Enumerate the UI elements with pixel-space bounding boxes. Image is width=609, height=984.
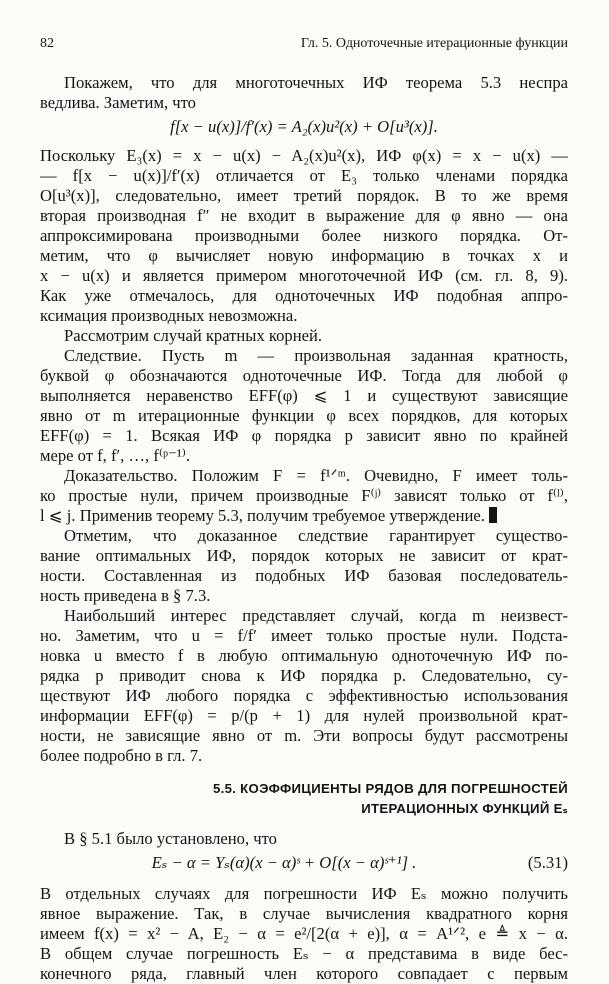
text-line: вторая производная f″ не входит в выражение для φ явно — она	[40, 206, 568, 225]
text-line: Наибольший интерес представляет случай, когда m неизвест-	[64, 606, 568, 625]
text-line: Как уже отмечалось, для одноточечных ИФ подобная аппро-	[40, 286, 568, 305]
text-line: ко простые нули, причем производные F⁽ʲ⁾ зависят только от f⁽ˡ⁾,	[40, 486, 568, 505]
section-heading-line: 5.5. КОЭФФИЦИЕНТЫ РЯДОВ ДЛЯ ПОГРЕШНОСТЕЙ	[213, 781, 568, 796]
text-line: более подробно в гл. 7.	[40, 746, 203, 765]
formula: f[x − u(x)]/f′(x) = A₂(x)u²(x) + O[u³(x)].	[170, 117, 438, 136]
text-line: ность приведена в § 7.3.	[40, 586, 211, 605]
text-line: Покажем, что для многоточечных ИФ теорема 5.3 неспра	[64, 73, 568, 92]
text-line: Отметим, что доказанное следствие гарантирует существо-	[64, 526, 568, 545]
equation-number: (5.31)	[527, 853, 568, 872]
formula: Eₛ − α = Yₛ(α)(x − α)ˢ + O[(x − α)ˢ⁺¹] .	[151, 853, 417, 872]
text-span: l ⩽ j. Применив теорему 5.3, получим требуемое утверждение.	[40, 506, 485, 525]
text-line: ности, не зависящие явно от m. Эти вопросы будут рассмотрены	[40, 726, 568, 745]
text-line: выполняется неравенство EFF(φ) ⩽ 1 и существуют зависящие	[40, 386, 568, 405]
page-number: 82	[40, 36, 54, 51]
text-line: рядка p приводит снова к ИФ порядка p. Следовательно, су-	[40, 666, 568, 685]
text-line: имеем f(x) = x² − A, E₂ − α = e²/[2(α + e)], α = A¹ᐟ², e ≜ x − α.	[40, 924, 568, 943]
text-line: метим, что φ вычисляет новую информацию в точках x и	[40, 246, 568, 265]
text-line: аппроксимирована производными более низкого порядка. От-	[40, 226, 568, 245]
text-line: новка u вместо f в любую оптимальную одноточечную ИФ по-	[40, 646, 568, 665]
text-line: O[u³(x)], следовательно, имеет третий порядок. В то же время	[40, 186, 568, 205]
text-line: явное выражение. Так, в случае вычисления квадратного корня	[40, 904, 568, 923]
text-line: EFF(φ) = 1. Всякая ИФ φ порядка p зависит явно по крайней	[40, 426, 568, 445]
text-line: Поскольку E₃(x) = x − u(x) − A₂(x)u²(x), ИФ φ(x) = x − u(x) —	[40, 146, 568, 165]
text-line: В отдельных случаях для погрешности ИФ Eₛ можно получить	[40, 884, 568, 903]
text-line	[40, 506, 568, 526]
text-line: но. Заметим, что u = f/f′ имеет только простые нули. Подста-	[40, 626, 568, 645]
end-of-proof-mark	[489, 507, 497, 523]
text-line: буквой φ обозначаются одноточечные ИФ. Тогда для любой φ	[40, 366, 568, 385]
text-line: x − u(x) и является примером многоточечной ИФ (см. гл. 8, 9).	[40, 266, 568, 285]
text-line: ведлива. Заметим, что	[40, 93, 196, 112]
text-line: информации EFF(φ) = p/(p + 1) для нулей произвольной крат-	[40, 706, 568, 725]
text-line: вание оптимальных ИФ, порядок которых не зависит от крат-	[40, 546, 568, 565]
text-line: мере от f, f′, …, f⁽ᵖ⁻¹⁾.	[40, 446, 191, 465]
text-line: ности. Составленная из подобных ИФ базовая последователь-	[40, 566, 568, 585]
text-line: Доказательство. Положим F = f¹ᐟᵐ. Очевидно, F имеет толь-	[64, 466, 568, 485]
running-header: Гл. 5. Одноточечные итерационные функции	[300, 36, 568, 51]
text-line: В § 5.1 было установлено, что	[64, 829, 277, 848]
text-line: Рассмотрим случай кратных корней.	[64, 326, 322, 345]
text-line: — f[x − u(x)]/f′(x) отличается от E₃ только членами порядка	[40, 166, 568, 185]
text-line: В общем случае погрешность Eₛ − α представима в виде бес-	[40, 944, 568, 963]
text-line: Следствие. Пусть m — произвольная заданная кратность,	[64, 346, 568, 365]
text-line: ществуют ИФ любого порядка с эффективностью использования	[40, 686, 568, 705]
text-line: ксимация производных невозможна.	[40, 306, 298, 325]
section-heading-line: ИТЕРАЦИОННЫХ ФУНКЦИЙ Eₛ	[361, 801, 568, 816]
text-line: конечного ряда, главный член которого совпадает с первым	[40, 964, 568, 983]
text-line: явно от m итерационные функции φ всех порядков, для которых	[40, 406, 568, 425]
